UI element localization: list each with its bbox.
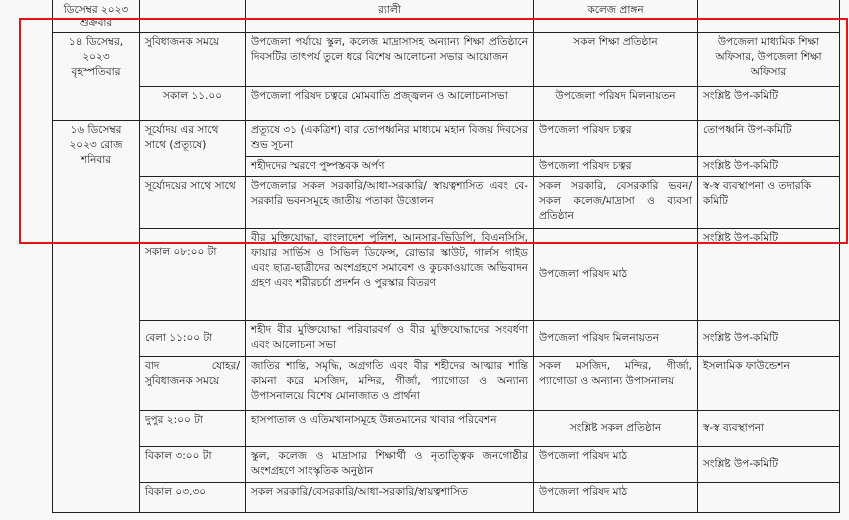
time-cell: বিকাল ৩:০০ টা (140, 447, 246, 483)
table-row (53, 177, 840, 229)
venue-text: উপজেলা পরিষদ মিলনায়তন (539, 332, 659, 344)
program-cell: সকল সরকারি/বেসরকারি/আধা-সরকারি/স্বায়ত্বশাসিত (246, 483, 534, 513)
table-row (53, 321, 840, 357)
responsible-cell (698, 0, 840, 33)
responsible-cell: ইসলামিক ফাউন্ডেশন (698, 357, 840, 411)
responsible-cell: সংশ্লিষ্ট উপ-কমিটি (698, 157, 840, 177)
venue-cell: সকল শিক্ষা প্রতিষ্ঠান (534, 33, 698, 87)
venue-cell (534, 321, 698, 357)
program-cell: উপজেলার সকল সরকারি/আধা-সরকারি/ স্বায়ত্বশাসিত এবং বে-সরকারি ভবনসমূহে জাতীয় পতাকা উত্তোলন (246, 177, 534, 229)
responsible-text: স্ব-স্ব ব্যবস্থাপনা (703, 422, 765, 434)
time-cell (140, 229, 246, 321)
program-cell: উপজেলা পর্যায়ে স্কুল, কলেজ মাদ্রাসাসহ অন্যান্য শিক্ষা প্রতিষ্ঠানে দিবসটির তাৎপর্য তুলে ধরে বিশেষ আলোচনা সভার আয়োজন (246, 33, 534, 87)
venue-cell (534, 411, 698, 447)
date-text: ডিসেম্বর ২০২৩ (63, 4, 129, 16)
time-text: সকাল ০৮:০০ টা (145, 246, 217, 258)
venue-cell: সকল সরকারি, বেসরকারি ভবন/ সকল কলেজ/মাদ্রাসা ও ব্যবসা প্রতিষ্ঠান (534, 177, 698, 229)
responsible-cell: সংশ্লিষ্ট উপ-কমিটি (698, 229, 840, 321)
time-cell: সূর্যোদয় এর সাথে সাথে (প্রত্যূষে) (140, 121, 246, 177)
time-cell: বিকাল ০৩.৩০ (140, 483, 246, 513)
table-row (53, 357, 840, 411)
venue-text: কলেজ প্রাঙ্গন (587, 4, 644, 16)
responsible-cell: উপজেলা মাধ্যমিক শিক্ষা অফিসার, উপজেলা শিক্ষা অফিসার (698, 33, 840, 87)
venue-text: উপজেলা পরিষদ মাঠ (539, 268, 628, 280)
program-cell: বীর মুক্তিযোদ্ধা, বাংলাদেশ পুলিশ, আনসার-ভিডিপি, বিএনসিসি, ফায়ার সার্ভিস ও সিভিল ডিফেন্স, রোভার স্কাউট, গার্লস গাইড এবং ছাত্র-ছাত্রীদের অংশগ্রহণে সমাবেশ ও কুচকাওয়াজে অভিবাদন গ্রহণ এবং শরীরচর্চা প্রদর্শন ও পুরস্কার বিতরণ (246, 229, 534, 321)
responsible-cell: স্ব-স্ব ব্যবস্থাপনা ও তদারকি কমিটি (698, 177, 840, 229)
venue-cell: উপজেলা পরিষদ চত্বর (534, 121, 698, 157)
table-row (53, 447, 840, 483)
table-row (53, 411, 840, 447)
venue-cell: উপজেলা পরিষদ মিলনায়তন (534, 87, 698, 121)
responsible-text: সংশ্লিষ্ট উপ-কমিটি (703, 332, 778, 344)
time-cell (140, 0, 246, 33)
responsible-cell (698, 411, 840, 447)
time-cell (140, 321, 246, 357)
program-cell: স্কুল, কলেজ ও মাদ্রাসার শিক্ষার্থী ও নৃতাত্ত্বিক জনগোষ্ঠীর অংশগ্রহণে সাংস্কৃতিক অনুষ্ঠান (246, 447, 534, 483)
responsible-cell (698, 447, 840, 483)
time-cell: সুবিধাজনক সময়ে (140, 33, 246, 87)
venue-cell (534, 0, 698, 33)
responsible-text: সংশ্লিষ্ট উপ-কমিটি (703, 458, 778, 470)
program-cell (246, 0, 534, 33)
table-row (53, 229, 840, 321)
program-cell: প্রত্যূষে ৩১ (একত্রিশ) বার তোপধ্বনির মাধ্যমে মহান বিজয় দিবসের শুভ সূচনা (246, 121, 534, 157)
table-row (53, 33, 840, 87)
program-cell: শহীদদের স্মরণে পুষ্পস্তবক অর্পণ (246, 157, 534, 177)
responsible-cell: তোপধ্বনি উপ-কমিটি (698, 121, 840, 157)
venue-cell: উপজেলা পরিষদ মাঠ (534, 447, 698, 483)
date-cell: ১৪ ডিসেম্বর, ২০২৩ বৃহস্পতিবার (53, 33, 140, 121)
time-cell: সূর্যোদয়ের সাথে সাথে (140, 177, 246, 229)
venue-cell: উপজেলা পরিষদ মাঠ (534, 483, 698, 513)
venue-text: সংশ্লিষ্ট সকল প্রতিষ্ঠান (569, 422, 662, 434)
responsible-cell (698, 321, 840, 357)
time-cell: সকাল ১১.০০ (140, 87, 246, 121)
responsible-cell (698, 483, 840, 513)
date-cell (53, 0, 140, 33)
time-cell: বাদ যোহর/ সুবিধাজনক সময়ে (140, 357, 246, 411)
table-row (53, 121, 840, 157)
table-row (53, 87, 840, 121)
program-cell: হাসপাতাল ও এতিমখানাসমূহে উন্নতমানের খাবার পরিবেশন (246, 411, 534, 447)
table-row (53, 483, 840, 513)
venue-cell: উপজেলা পরিষদ চত্বর (534, 157, 698, 177)
table-row (53, 0, 840, 33)
day-text: শুক্রবার (79, 17, 113, 29)
venue-cell: সকল মসজিদ, মন্দির, গীর্জা, প্যাগোডা ও অন্যান্য উপাসনালয় (534, 357, 698, 411)
date-cell: ১৬ ডিসেম্বর ২০২৩ রোজ শনিবার (53, 121, 140, 513)
schedule-table (52, 0, 840, 513)
program-cell: জাতির শান্তি, সমৃদ্ধি, অগ্রগতি এবং বীর শহীদের আত্মার শান্তি কামনা করে মসজিদ, মন্দির, গীর্জা, প্যাগোডা ও অন্যান্য উপাসনালয়ে বিশেষ মোনাজাত ও প্রার্থনা (246, 357, 534, 411)
time-text: বেলা ১১:০০ টা (145, 332, 213, 344)
program-text: র‌্যালী (378, 4, 401, 16)
venue-cell (534, 229, 698, 321)
time-cell: দুপুর ২:০০ টা (140, 411, 246, 447)
program-cell: শহীদ বীর মুক্তিযোদ্ধা পরিবারবর্গ ও বীর মুক্তিযোদ্ধাদের সংবর্ধণা এবং আলোচনা সভা (246, 321, 534, 357)
program-cell: উপজেলা পরিষদ চত্বরে মোমবাতি প্রজ্জ্বলন ও আলোচনাসভা (246, 87, 534, 121)
responsible-cell: সংশ্লিষ্ট উপ-কমিটি (698, 87, 840, 121)
